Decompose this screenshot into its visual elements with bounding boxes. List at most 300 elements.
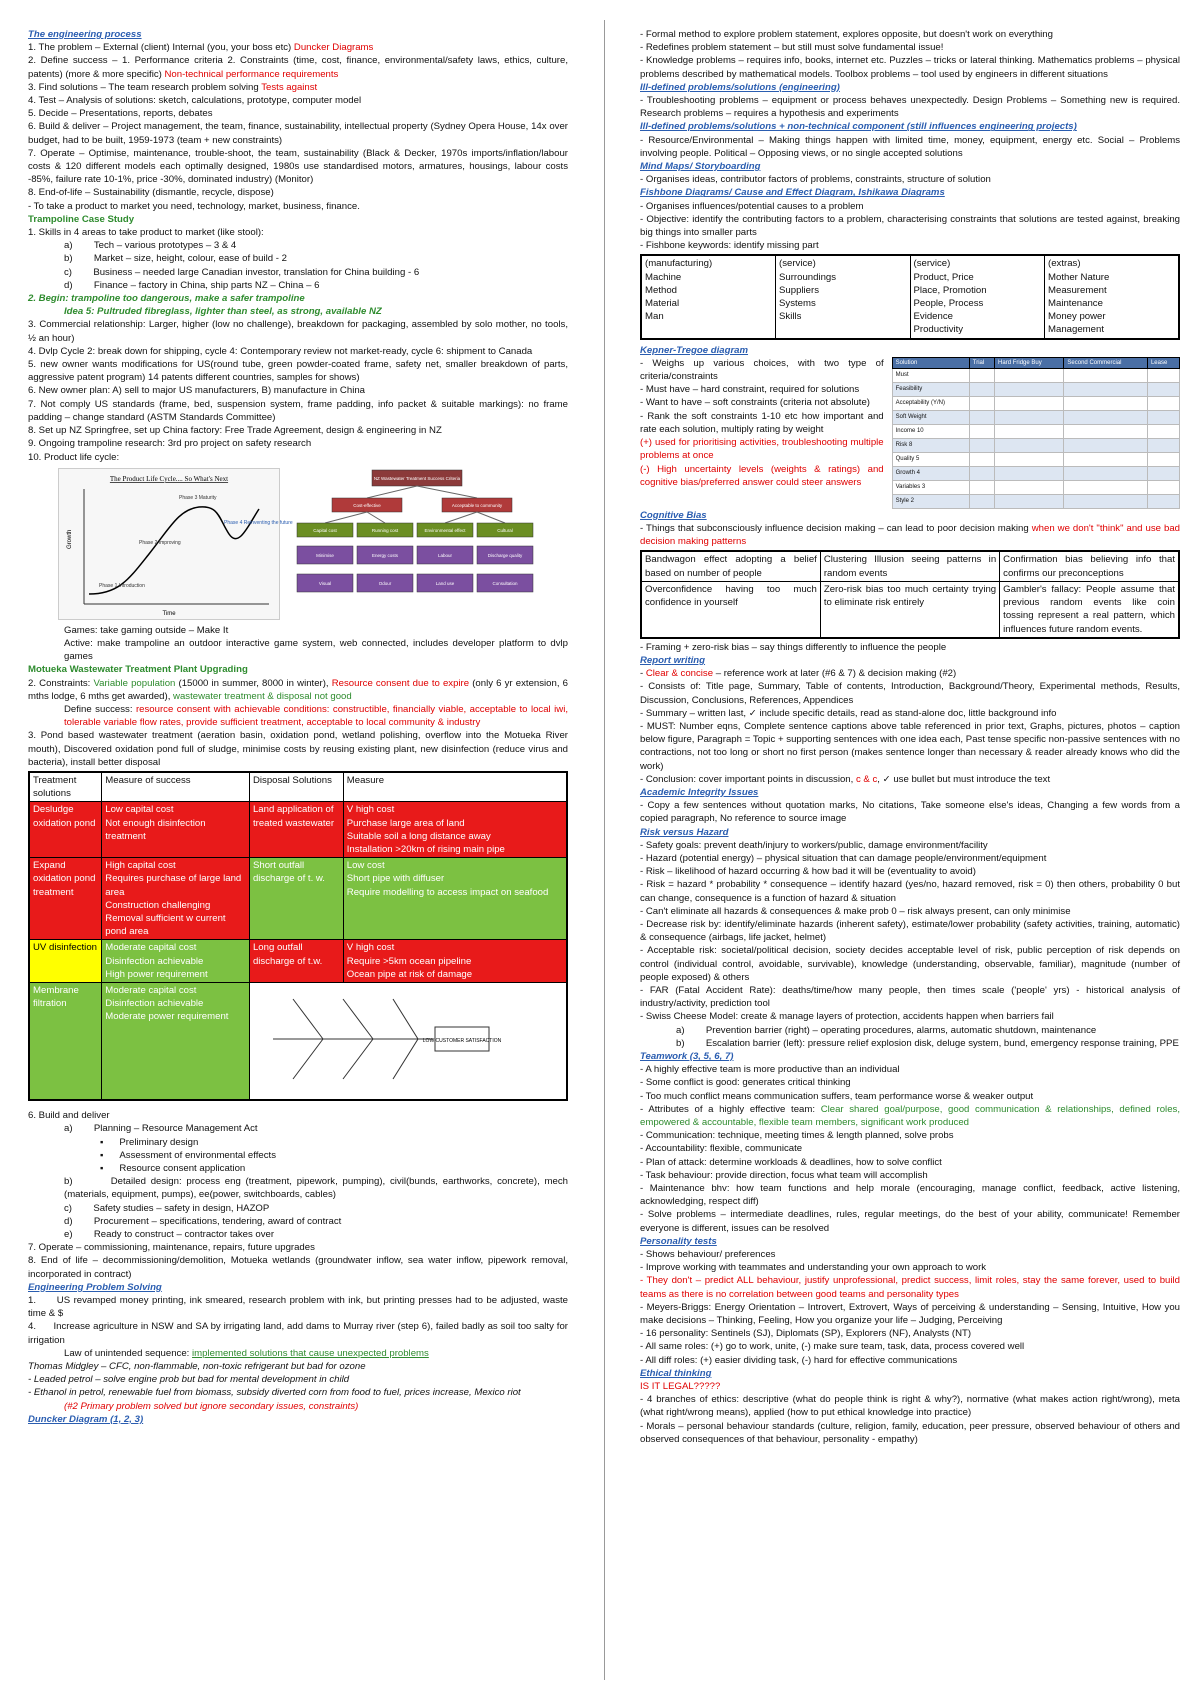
process-line	[28, 186, 568, 199]
figure-row	[28, 468, 568, 620]
cog-line	[640, 522, 1180, 548]
heading-mind-maps: Mind Maps/ Storyboarding	[640, 161, 761, 173]
kt-cell	[969, 438, 994, 452]
kt-cell	[995, 424, 1064, 438]
text-line: 4. Dvlp Cycle 2: break down for shipping, cycle 4: Contemporary review not market-ready, cycle 6: shipment to Canada	[28, 345, 533, 357]
fishbone-figure-cell	[249, 982, 567, 1100]
build-line: ▪ Assessment of environmental effects	[100, 1149, 276, 1161]
kt-list	[640, 357, 884, 436]
kt-cell	[995, 494, 1064, 508]
heading-engineering-process: The engineering process	[28, 29, 142, 40]
framing-line: - Framing + zero-risk bias – say things differently to influence the people	[640, 641, 947, 653]
team-text: - A highly effective team is more productive than an individual	[640, 1064, 900, 1076]
text-line: - Weighs up various choices, with two type of criteria/constraints	[640, 357, 884, 383]
product-life-cycle-chart	[59, 469, 293, 619]
text-line: - Fishbone keywords: identify missing part	[640, 240, 819, 252]
kt-header-cell: Second Commercial	[1064, 357, 1148, 368]
text-line: - Organises influences/potential causes to a problem	[640, 200, 864, 212]
text-line: - Objective: identify the contributing factors to a problem, characterising constraints that solutions are tested against, breaking big things into smaller parts	[640, 213, 1180, 239]
heading-trampoline: Trampoline Case Study	[28, 213, 135, 225]
team-text: - Task behaviour: provide direction, focus what team will accomplish	[640, 1169, 928, 1181]
constraint-span: Resource consent due to expire	[331, 677, 470, 689]
process-text: 4. Test – Analysis of solutions: sketch, calculations, prototype, computer model	[28, 95, 362, 107]
kt-cell	[995, 452, 1064, 466]
kt-cell	[995, 410, 1064, 424]
kt-cell	[1147, 452, 1179, 466]
process-line	[28, 81, 568, 94]
text-line: - Meyers-Briggs: Energy Orientation – Introvert, Extrovert, Ways of perceiving & understanding – Sensing, Intuitive, How you make decisions – Thinking, Feeling, How you organize your life – Judging, Perceiving	[640, 1301, 1180, 1327]
text-line: (-) High uncertainty levels (weights & ratings) and cognitive bias/preferred answer could steer answers	[640, 463, 884, 488]
tree-edge	[367, 486, 417, 498]
text-line: a) Prevention barrier (right) – operating procedures, alarms, automatic shutdown, maintenance	[676, 1024, 1097, 1036]
fishbone-bone	[293, 1039, 323, 1079]
fishbone-bone	[343, 1039, 373, 1079]
table-cell: Low capital cost Not enough disinfection treatment	[102, 802, 250, 858]
team-list	[640, 1063, 1180, 1235]
tree-edge	[477, 512, 505, 523]
kt-cell	[969, 424, 994, 438]
tree-leaf-label: Consultation	[492, 580, 518, 586]
team-line	[640, 1076, 1180, 1089]
trampoline-game-lines	[28, 624, 568, 664]
risk-list	[640, 839, 1180, 1024]
process-line	[28, 120, 568, 146]
process-line	[28, 94, 568, 107]
report-text: - Consists of: Title page, Summary, Table of contents, Introduction, Background/Theory, Experimental methods, Results, Discussion, Conclusions, References, Appendices	[640, 681, 1180, 706]
table-cell: Moderate capital cost Disinfection achievable High power requirement	[102, 940, 250, 983]
report-line	[640, 707, 1180, 720]
table-header-cell: Disposal Solutions	[249, 772, 343, 802]
text-line: - Decrease risk by: identify/eliminate hazards (inherent safety), estimate/lower probability (safety activities, training, automatic) & consequence (airbags, life jacket, helmet)	[640, 918, 1180, 944]
heading-ill-defined-2: Ill-defined problems/solutions + non-technical component (still influences engineering projects)	[640, 121, 1077, 133]
eps-list	[28, 1294, 568, 1347]
law-line	[28, 1347, 568, 1360]
fishbone-small-diagram	[253, 984, 502, 1094]
product-life-cycle-figure	[58, 468, 293, 620]
process-text: 6. Build & deliver – Project management, the team, finance, sustainability, intellectual property (Sydney Opera House, 14x over budget, had to be built, 1959-1973 (team + new constraints)	[28, 121, 568, 146]
kt-cell: Income 10	[892, 424, 969, 438]
text-line: - Hazard (potential energy) – physical situation that can damage people/environment/equipment	[640, 852, 1047, 864]
tree-l1-label: Acceptable to community	[451, 502, 503, 508]
table-row	[641, 551, 1179, 581]
kt-cell: Risk 8	[892, 438, 969, 452]
constraint-span: (15000 in summer, 8000 in winter),	[175, 677, 332, 689]
table-cell: Clustering Illusion seeing patterns in random events	[820, 551, 999, 581]
table-row	[29, 858, 567, 940]
kt-row	[892, 396, 1179, 410]
personality-list-b	[640, 1301, 1180, 1367]
report-list	[640, 667, 1180, 786]
team-line	[640, 1208, 1180, 1234]
bias-table	[640, 550, 1180, 638]
build-list	[28, 1109, 568, 1281]
table-cell: V high cost Require >5km ocean pipeline Ocean pipe at risk of damage	[343, 940, 567, 983]
personality-list	[640, 1248, 1180, 1274]
build-line: 6. Build and deliver	[28, 1110, 110, 1122]
team-text: - Communication: technique, meeting times & length planned, solve probs	[640, 1130, 954, 1142]
text-line: 5. new owner wants modifications for US(round tube, green powder-coated frame, safety net, smaller breakdown of parts, aggressive patent program) 14 patents different countries, samples for shows)	[28, 359, 568, 384]
tree-l2-label: Cultural	[497, 527, 513, 533]
text-line: - Want to have – soft constraints (criteria not absolute)	[640, 397, 870, 409]
tree-leaf-label: Energy costs	[371, 552, 399, 558]
heading-teamwork: Teamwork (3, 5, 6, 7)	[640, 1051, 734, 1062]
eps-line: 1. US revamped money printing, ink smeared, research problem with ink, but printing presses had to be adjusted, waste time & $	[28, 1295, 568, 1320]
kt-cell: Must	[892, 368, 969, 382]
team-line	[640, 1169, 1180, 1182]
text-line: - Morals – personal behaviour standards (culture, religion, family, education, peer pressure, observed behaviour of others and observed consequences of that behaviour, personality - empathy)	[640, 1420, 1180, 1445]
text-line: - All diff roles: (+) easier dividing task, (-) hard for effective communications	[640, 1354, 958, 1366]
kt-cell	[1147, 396, 1179, 410]
kt-cell	[969, 480, 994, 494]
table-cell: Moderate capital cost Disinfection achievable Moderate power requirement	[102, 982, 250, 1100]
text-line: - Must have – hard constraint, required for solutions	[640, 384, 860, 396]
team-green: Clear shared goal/purpose, good communication & relationships, defined roles, empowered & accountable, flexible team members, significant work produced	[640, 1103, 1180, 1129]
table-cell: Bandwagon effect adopting a belief based on number of people	[641, 551, 820, 581]
text-line: - Swiss Cheese Model: create & manage layers of protection, accidents happen when barriers fail	[640, 1011, 1054, 1023]
kt-row	[892, 410, 1179, 424]
heading-duncker: Duncker Diagram (1, 2, 3)	[28, 1413, 144, 1425]
process-red: Tests against	[261, 81, 318, 93]
heading-kepner-tregoe: Kepner-Tregoe diagram	[640, 344, 749, 356]
table-header-cell: Measure	[343, 772, 567, 802]
heading-report: Report writing	[640, 654, 706, 666]
kt-cell	[969, 396, 994, 410]
text-line: - Knowledge problems – requires info, books, internet etc. Puzzles – tricks or lateral thinking. Mathematics problems – physical problems described by mathematical models. Toolbox problems – tool used by engineers in different situations	[640, 55, 1180, 80]
kt-header-cell: Hard Fridge Buy	[995, 357, 1064, 368]
heading-motueka: Motueka Wastewater Treatment Plant Upgrading	[28, 664, 248, 676]
plc-phase-label: Phase 3 Maturity	[179, 494, 217, 501]
team-text: - Solve problems – intermediate deadlines, rules, regular meetings, do the best of your ability, communicate! Remember everyone is different, issues can be resolved	[640, 1209, 1180, 1234]
constraint-span: 2. Constraints:	[28, 677, 94, 689]
eps-line: 4. Increase agriculture in NSW and SA by irrigating land, add dams to Murray river (step 6), failed badly as soil too salty for irrigation	[28, 1321, 568, 1346]
text-line: - Improve working with teammates and understanding your own approach to work	[640, 1262, 987, 1274]
tree-edge	[445, 512, 477, 523]
tree-leaf-label: Minimise	[316, 552, 334, 558]
report-post: , ✓ use bullet but must introduce the text	[877, 773, 1051, 785]
right-column	[640, 28, 1180, 1446]
kt-cell	[995, 438, 1064, 452]
heading-ethical: Ethical thinking	[640, 1367, 712, 1379]
process-text: - To take a product to market you need, technology, market, business, finance.	[28, 200, 360, 212]
table-cell: Expand oxidation pond treatment	[29, 858, 102, 940]
report-text: -	[640, 668, 646, 680]
team-text: - Too much conflict means communication suffers, team performance worse & weaker output	[640, 1090, 1034, 1102]
ethics-legal: IS IT LEGAL?????	[640, 1381, 721, 1393]
table-row	[641, 255, 1179, 338]
build-line: 8. End of life – decommissioning/demolition, Motueka wetlands (groundwater inflow, sea water inflow, pipework removal, incorporated in contract)	[28, 1255, 568, 1280]
table-cell: (extras) Mother Nature Measurement Maintenance Money power Management	[1045, 255, 1180, 338]
process-red: Duncker Diagrams	[293, 42, 374, 54]
heading-ill-defined: Ill-defined problems/solutions (engineering)	[640, 81, 840, 93]
define-red: resource consent with achievable conditions: constructible, financially viable, acceptable to local iwi, tolerable variable flow rates, provide sufficient treatment, acceptable to local community & industry	[64, 703, 568, 729]
kt-text	[640, 357, 884, 509]
ill2-list	[640, 134, 1180, 160]
tree-leaf-label: Labour	[437, 552, 453, 558]
heading-academic: Academic Integrity Issues	[640, 786, 759, 798]
report-line	[640, 680, 1180, 706]
table-cell: High capital cost Requires purchase of large land area Construction challenging Removal sufficient w current pond area	[102, 858, 250, 940]
team-line	[640, 1156, 1180, 1169]
kt-cell	[1147, 424, 1179, 438]
cog-pre: - Things that subconsciously influence decision making – can lead to poor decision making	[640, 523, 1032, 535]
cog-red: when we don't "think" and use bad decision making patterns	[640, 523, 1180, 548]
kt-cell: Style 2	[892, 494, 969, 508]
text-line: 7. Not comply US standards (frame, bed, suspension system, frame padding, info packet & suitable markings): no frame padding – change standard (ASTM Standards Committee)	[28, 398, 568, 423]
build-line: e) Ready to construct – contractor takes over	[64, 1229, 275, 1241]
plc-x-label: Time	[162, 610, 176, 617]
personality-red: - They don't – predict ALL behaviour, justify unprofessional, predict success, limit roles, stay the same forever, used to build teams as there is no correlation between good teams and personality types	[640, 1275, 1180, 1300]
team-text: - Plan of attack: determine workloads & deadlines, how to solve conflict	[640, 1156, 942, 1168]
tree-diagram	[292, 468, 542, 618]
kt-row	[892, 424, 1179, 438]
table-cell: Short outfall discharge of t. w.	[249, 858, 343, 940]
motueka-constraints	[28, 677, 568, 703]
plc-phase-label: Phase 4 Reinventing the future	[224, 519, 293, 526]
text-line: 9. Ongoing trampoline research: 3rd pro project on safety research	[28, 438, 312, 450]
text-line: (+) used for prioritising activities, troubleshooting multiple problems at once	[640, 437, 884, 462]
process-text: 7. Operate – Optimise, maintenance, trouble-shoot, the team, sustainability (Black & Decker, 1970s imports/inflation/labour costs & 120 different models each optimally designed, 1980s use standardised motors, armatures, housings, labour costs -85%, failure rate 10-1%, price -30%, dominated industry) (Monitor)	[28, 147, 568, 186]
team-line	[640, 1063, 1180, 1076]
constraint-span: wastewater treatment & disposal not good	[173, 690, 352, 702]
kt-header-cell: Solution	[892, 357, 969, 368]
team-line	[640, 1090, 1180, 1103]
text-line: b) Escalation barrier (left): pressure relief explosion disk, deluge system, bund, emergency response training, PPE	[676, 1037, 1179, 1049]
text-line: Games: take gaming outside – Make It	[64, 624, 229, 636]
trampoline-line: d) Finance – factory in China, ship parts NZ – China – 6	[64, 279, 320, 291]
process-text: 2. Define success – 1. Performance criteria 2. Constraints (time, cost, finance, environmental/safety laws, ethics, culture, patents) (more & more specific)	[28, 55, 568, 80]
table-cell: (service) Surroundings Suppliers Systems Skills	[776, 255, 911, 338]
heading-cognitive-bias: Cognitive Bias	[640, 509, 707, 521]
kt-row	[892, 438, 1179, 452]
build-line: c) Safety studies – safety in design, HAZOP	[64, 1202, 270, 1214]
trampoline-line: c) Business – needed large Canadian investor, translation for China building - 6	[64, 266, 420, 278]
text-line: 8. Set up NZ Springfree, set up China factory: Free Trade Agreement, design & engineering in NZ	[28, 425, 442, 437]
plc-title: The Product Life Cycle.... So What's Next	[109, 474, 229, 483]
kt-table-header	[892, 357, 1179, 368]
table-cell: UV disinfection	[29, 940, 102, 983]
table-cell: Overconfidence having too much confidence in yourself	[641, 581, 820, 637]
fishbone-keyword-table	[640, 254, 1180, 339]
text-line: - Shows behaviour/ preferences	[640, 1249, 776, 1261]
report-red: c & c	[855, 773, 878, 785]
plc-phase-label: Phase 2 Improving	[139, 539, 181, 546]
report-line	[640, 773, 1180, 786]
define-label: Define success:	[64, 703, 136, 715]
report-post: – reference work at later (#6 & 7) & decision making (#2)	[713, 668, 957, 680]
process-line	[28, 54, 568, 80]
text-line: - Rank the soft constraints 1-10 etc how important and rate each solution, multiply rating by weight	[640, 410, 884, 435]
constraint-span: (only 6 yr extension, 6 mths lodge, 6 mths get awarded),	[28, 677, 568, 702]
column-divider	[604, 20, 605, 1680]
trampoline-line: b) Market – size, height, colour, ease of build - 2	[64, 253, 287, 265]
kt-cell	[1147, 466, 1179, 480]
kt-header-cell: Lease	[1147, 357, 1179, 368]
report-line	[640, 667, 1180, 680]
process-text: 1. The problem – External (client) Internal (you, your boss etc)	[28, 42, 294, 54]
process-line	[28, 147, 568, 187]
trampoline-begin: 2. Begin: trampoline too dangerous, make a safer trampoline	[28, 293, 305, 305]
fishbone-bone	[343, 999, 373, 1039]
kt-header-cell: Trial	[969, 357, 994, 368]
tree-leaf-label: Land use	[435, 580, 455, 586]
report-text: - Conclusion: cover important points in discussion,	[640, 773, 856, 785]
ethics-list	[640, 1393, 1180, 1446]
kt-cell: Quality 5	[892, 452, 969, 466]
text-line: 6. New owner plan: A) sell to major US manufacturers, B) manufacture in China	[28, 385, 365, 397]
kt-cell	[1064, 494, 1148, 508]
table-cell: Long outfall discharge of t.w.	[249, 940, 343, 983]
trampoline-line: 1. Skills in 4 areas to take product to market (like stool):	[28, 227, 264, 239]
text-line: 10. Product life cycle:	[28, 451, 120, 463]
build-line: a) Planning – Resource Management Act	[64, 1123, 258, 1135]
text-line: - Risk = hazard * probability * consequence – identify hazard (yes/no, hazard removed, risk = 0) then others, probability 0 but can change, consequence is a function of hazard & situation	[640, 879, 1180, 904]
text-line: - Formal method to explore problem statement, explores opposite, but doesn't work on everything	[640, 29, 1053, 40]
text-line: - 4 branches of ethics: descriptive (what do people think is right & why?), normative (what makes action right/wrong), meta (what right/wrong means), applied (how to put ethical knowledge into practice)	[640, 1394, 1180, 1419]
right-top-list	[640, 28, 1180, 81]
kt-cell: Variables 3	[892, 480, 969, 494]
kt-row	[892, 368, 1179, 382]
heading-risk: Risk versus Hazard	[640, 826, 729, 838]
text-line: - All same roles: (+) go to work, unite, (-) make sure team, task, data, process covered well	[640, 1341, 1025, 1353]
trampoline-list-b	[28, 318, 568, 463]
process-text: 8. End-of-life – Sustainability (dismantle, recycle, dispose)	[28, 187, 274, 199]
team-line	[640, 1142, 1180, 1155]
build-line: 7. Operate – commissioning, maintenance, repairs, future upgrades	[28, 1242, 315, 1254]
table-cell: Low cost Short pipe with diffuser Require modelling to access impact on seafood	[343, 858, 567, 940]
kt-cell: Growth 4	[892, 466, 969, 480]
ill-list	[640, 94, 1180, 120]
build-line: b) Detailed design: process eng (treatment, pipework, pumping), civil(bunds, earthworks, concrete), mech (materials, equipment, pumps), ee(power, switchboards, cables)	[64, 1176, 568, 1201]
kt-cell	[1147, 368, 1179, 382]
risk-sub-list	[640, 1024, 1180, 1050]
kt-row	[640, 357, 1180, 509]
kt-cell	[969, 494, 994, 508]
report-red: Clear & concise	[645, 668, 714, 680]
trampoline-line: a) Tech – various prototypes – 3 & 4	[64, 240, 237, 252]
kt-cell	[969, 466, 994, 480]
kt-cell	[1064, 480, 1148, 494]
kt-cell	[1147, 410, 1179, 424]
kt-cell	[1147, 480, 1179, 494]
tree-leaf-label: Visual	[318, 580, 332, 586]
text-line: - Copy a few sentences without quotation marks, No citations, Take someone else's ideas, Changing a few words from a copied paragraph, No reference to source image	[640, 800, 1180, 825]
build-line: ▪ Resource consent application	[100, 1163, 246, 1174]
tree-edge	[325, 512, 367, 523]
kt-cell	[969, 382, 994, 396]
report-text: - Summary – written last, ✓ include specific details, read as stand-alone doc, little background info	[640, 707, 1057, 719]
tree-edge	[417, 486, 477, 498]
text-line: 3. Commercial relationship: Larger, higher (low no challenge), breakdown for packaging, assembled by solo mother, no tools, ½ an hour)	[28, 319, 568, 344]
plc-y-label: Growth	[67, 529, 73, 549]
motueka-define	[28, 703, 568, 729]
mind-list	[640, 173, 1180, 186]
report-line	[640, 720, 1180, 773]
kt-cell	[1064, 424, 1148, 438]
text-line: Active: make trampoline an outdoor interactive game system, web connected, includes developer platform to dvlp games	[64, 637, 568, 663]
table-cell: Zero-risk bias too much certainty trying to eliminate risk entirely	[820, 581, 999, 637]
build-line: ▪ Preliminary design	[100, 1136, 199, 1148]
heading-eng-problem-solving: Engineering Problem Solving	[28, 1281, 162, 1293]
kt-cell	[1064, 410, 1148, 424]
team-text: - Accountability: flexible, communicate	[640, 1143, 803, 1155]
text-line: - Acceptable risk: societal/political decision, society decides acceptable level of risk, public perception of risk depends on control (individual control, avoidable, survivable), knowledge (understanding, observable, familiar), magnitude (number of people exposed) & others	[640, 945, 1180, 983]
team-line	[640, 1129, 1180, 1142]
table-cell: V high cost Purchase large area of land Suitable soil a long distance away Installation >20km of rising main pipe	[343, 802, 567, 858]
team-line	[640, 1182, 1180, 1208]
kepner-tregoe-table	[892, 357, 1180, 509]
fishbone-bone	[393, 1039, 418, 1079]
text-line: - Can't eliminate all hazards & consequences & make prob 0 – risk always present, can only minimise	[640, 905, 1071, 917]
fishbone-bone	[393, 999, 418, 1039]
kt-cell	[1064, 466, 1148, 480]
ethanol-line: - Ethanol in petrol, renewable fuel from biomass, subsidy diverted corn from food to fuel, prices increase, Mexico riot	[28, 1387, 521, 1399]
kt-row	[892, 452, 1179, 466]
team-text: - Some conflict is good: generates critical thinking	[640, 1077, 851, 1089]
table-header-cell: Treatment solutions	[29, 772, 102, 802]
kt-cell	[1147, 494, 1179, 508]
kt-row	[892, 382, 1179, 396]
team-text: - Maintenance bhv: how team functions and help morale (encouraging, manage conflict, feedback, active listening, acknowledging, respect diff)	[640, 1183, 1180, 1208]
fishbone-bone	[293, 999, 323, 1039]
tree-root-label: NZ Wastewater Treatment Success Criteria	[373, 475, 461, 481]
table-cell: Gambler's fallacy: People assume that previous random events like coin tossing represent a real pattern, which influences future random events.	[1000, 581, 1179, 637]
kt-cell	[995, 466, 1064, 480]
tree-l2-label: Capital cost	[313, 527, 337, 533]
kt-cell	[995, 368, 1064, 382]
process-line	[28, 200, 568, 213]
trampoline-list-a	[28, 226, 568, 292]
kt-cell	[1064, 368, 1148, 382]
table-cell: Land application of treated wastewater	[249, 802, 343, 858]
kt-cell	[995, 382, 1064, 396]
table-cell: (manufacturing) Machine Method Material Man	[641, 255, 776, 338]
process-line	[28, 107, 568, 120]
process-list	[28, 41, 568, 213]
midgley-line: Thomas Midgley – CFC, non-flammable, non-toxic refrigerant but bad for ozone	[28, 1361, 366, 1373]
leaded-line: - Leaded petrol – solve engine prob but bad for mental development in child	[28, 1374, 350, 1386]
fishbone-head-label: LOW CUSTOMER SATISFACTION	[422, 1037, 502, 1044]
table-row	[641, 581, 1179, 637]
kt-row	[892, 480, 1179, 494]
text-line: - Risk – likelihood of hazard occurring & how bad it will be (eventuality to avoid)	[640, 866, 976, 878]
fish-list	[640, 200, 1180, 253]
table-row	[29, 940, 567, 983]
kt-cell	[969, 368, 994, 382]
report-text: - MUST: Number eqns, Complete sentence captions above table referenced in prior text, Graphs, pictures, photos – caption below figure, Paragraph = Topic + supporting sentences with one idea each, Past tense specific non-passive sentences with no contractions, not too long or short no first person (makes sentence longer than necessary & reader already knows who did the work)	[640, 720, 1180, 772]
team-line	[640, 1103, 1180, 1129]
tree-edge	[367, 512, 385, 523]
tree-leaf-label: Odour	[378, 580, 392, 586]
table-row	[29, 982, 567, 1100]
kt-cell: Soft Weight	[892, 410, 969, 424]
kt-cell: Feasibility	[892, 382, 969, 396]
kt-row	[892, 466, 1179, 480]
table-header-cell: Measure of success	[102, 772, 250, 802]
law-green: implemented solutions that cause unexpected problems	[192, 1347, 429, 1359]
kt-cell	[1147, 382, 1179, 396]
kt-row	[892, 494, 1179, 508]
treatment-table	[28, 771, 568, 1101]
treatment-table-header	[29, 772, 567, 802]
text-line: - Troubleshooting problems – equipment or process behaves unexpectedly. Design Problems – Something new is required. Research problems – requires a hypothesis and experiments	[640, 95, 1180, 120]
constraint-span: Variable population	[93, 677, 176, 689]
table-cell: Confirmation bias believing info that confirms our preconceptions	[1000, 551, 1179, 581]
tree-l2-label: Running cost	[371, 527, 399, 533]
kt-cell	[969, 452, 994, 466]
text-line: - FAR (Fatal Accident Rate): deaths/time/how many people, then times scale ('people' yrs) - historical analysis of industry/activity, prediction tool	[640, 984, 1180, 1010]
table-row	[29, 802, 567, 858]
tree-l2-label: Environmental effect	[424, 527, 466, 533]
